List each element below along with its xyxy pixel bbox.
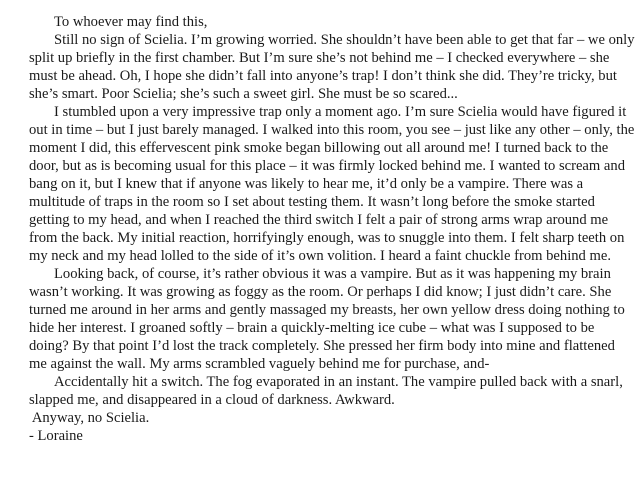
- letter-paragraph-3: Looking back, of course, it’s rather obvious it was a vampire. But as it was happening my brain wasn’t working. It was growing as foggy as the room. Or perhaps I did know; I just didn’t care. She turned me around in her arms and gently massaged my breasts, her own yellow dress doing nothing to hide her interest. I groaned softly – brain a quickly-melting ice cube – what was I supposed to be doing? By that point I’d lost the track completely. She pressed her firm body into mine and flattened me against the wall. My arms scrambled vaguely behind me for purchase, and-: [29, 266, 625, 372]
- letter-text: [29, 13, 635, 445]
- letter-paragraph-1: Still no sign of Scielia. I’m growing worried. She shouldn’t have been able to get that far – we only split up briefly in the first chamber. But I’m sure she’s not behind me – I checked everywhere – she must be ahead. Oh, I hope she didn’t fall into anyone’s trap! I don’t think she did. They’re tricky, but she’s smart. Poor Scielia; she’s such a sweet girl. She must be so scared...: [29, 32, 635, 102]
- letter-greeting: To whoever may find this,: [54, 14, 208, 30]
- letter-paragraph-2: I stumbled upon a very impressive trap only a moment ago. I’m sure Scielia would have figured it out in time – but I just barely managed. I walked into this room, you see – just like any other – only, the moment I did, this effervescent pink smoke began billowing out all around me! I turned back to the door, but as is becoming usual for this place – it was firmly locked behind me. I wanted to scream and bang on it, but I knew that if anyone was likely to hear me, it’d only be a vampire. There was a multitude of traps in the room so I set about testing them. It wasn’t long before the smoke started getting to my head, and when I reached the third switch I felt a pair of strong arms wrap around me from the back. My initial reaction, horrifyingly enough, was to snuggle into them. I felt sharp teeth on my neck and my head lolled to the side of it’s own volition. I heard a faint chuckle from behind me.: [29, 104, 635, 264]
- letter-closing: Anyway, no Scielia.: [29, 410, 150, 426]
- letter-paragraph-4: Accidentally hit a switch. The fog evaporated in an instant. The vampire pulled back with a snarl, slapped me, and disappeared in a cloud of darkness. Awkward.: [29, 374, 623, 408]
- letter-signature: - Loraine: [29, 428, 83, 444]
